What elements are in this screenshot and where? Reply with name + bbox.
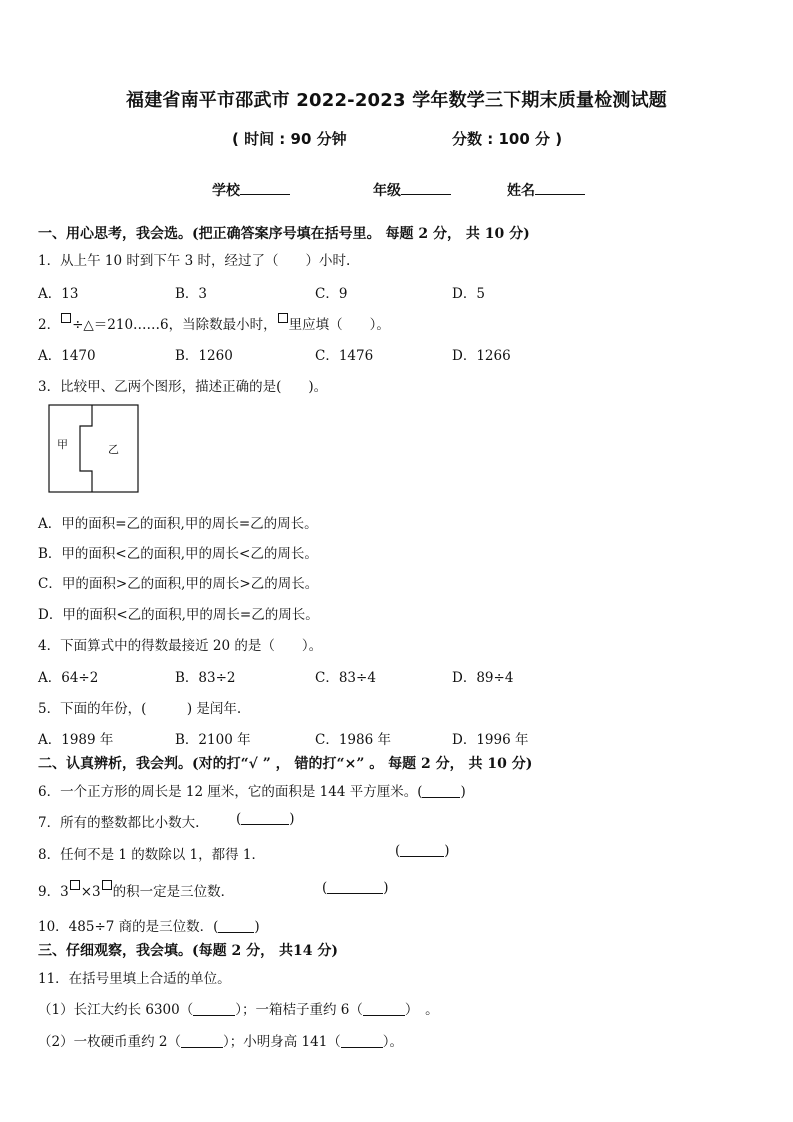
q7-answer-blank[interactable] (241, 811, 289, 825)
q5-option-d[interactable]: D．1996 年 (452, 732, 529, 748)
q5-option-a[interactable]: A．1989 年 (38, 732, 114, 748)
q3-option-a[interactable]: A．甲的面积=乙的面积,甲的周长=乙的周长。 (38, 516, 318, 532)
q11-1-text-a: （1）长江大约长 6300（ (38, 1002, 194, 1018)
q7-answer: ( ) (236, 811, 295, 827)
question-1: 1．从上午 10 时到下午 3 时，经过了（ ）小时. (38, 253, 351, 269)
question-4: 4．下面算式中的得数最接近 20 的是（ ）。 (38, 638, 323, 654)
q6-paren-close: ) (460, 784, 466, 800)
q1-option-a[interactable]: A．13 (38, 286, 79, 302)
q2-text: ÷△＝210……6，当除数最小时， (72, 317, 277, 333)
q4-option-a[interactable]: A．64÷2 (38, 670, 99, 686)
q4-option-b[interactable]: B．83÷2 (175, 670, 236, 686)
q1-option-c[interactable]: C．9 (315, 286, 348, 302)
square-box-icon (102, 880, 112, 890)
section-3-heading: 三、仔细观察，我会填。(每题 2 分， 共14 分) (38, 943, 338, 959)
q3-option-c[interactable]: C．甲的面积>乙的面积,甲的周长>乙的周长。 (38, 576, 319, 592)
grade-field (373, 180, 451, 200)
school-label: 学校 (212, 183, 240, 199)
question-7: 7．所有的整数都比小数大. (38, 815, 200, 831)
q11-2-text-c: ）。 (382, 1034, 404, 1050)
q9-text-c: 的积一定是三位数． (112, 884, 235, 900)
q5-option-b[interactable]: B．2100 年 (175, 732, 251, 748)
square-box-icon (61, 313, 71, 323)
question-2 (38, 313, 390, 333)
question-10: 10．485÷7 商的是三位数．( ) (38, 919, 260, 935)
q6-answer-blank[interactable] (422, 784, 460, 798)
question-6 (38, 780, 466, 800)
square-box-icon (70, 880, 80, 890)
grade-blank[interactable] (401, 180, 451, 195)
q9-text-b: ×3 (80, 884, 101, 900)
q2-text-end: 里应填（ ）。 (288, 317, 390, 333)
section-2-heading: 二、认真辨析，我会判。(对的打“√ ” ， 错的打“×” 。 每题 2 分， 共 10 分) (38, 756, 533, 772)
school-blank[interactable] (240, 180, 290, 195)
q8-answer-blank[interactable] (400, 843, 444, 857)
q1-option-d[interactable]: D．5 (452, 286, 485, 302)
q3-option-d[interactable]: D．甲的面积<乙的面积,甲的周长=乙的周长。 (38, 607, 319, 623)
shape-yi-label: 乙 (108, 443, 119, 456)
section-1-heading: 一、用心思考，我会选。(把正确答案序号填在括号里。 每题 2 分， 共 10 分) (38, 226, 530, 242)
question-11-1 (38, 998, 439, 1018)
q10-text: 10．485÷7 商的是三位数．( (38, 919, 219, 935)
shape-jia-label: 甲 (57, 438, 68, 451)
q9-text-a: 9．3 (38, 884, 69, 900)
q2-option-c[interactable]: C．1476 (315, 348, 374, 364)
q2-option-d[interactable]: D．1266 (452, 348, 511, 364)
grade-label: 年级 (373, 183, 401, 199)
question-11-2 (38, 1030, 403, 1050)
q10-answer-blank[interactable] (218, 919, 254, 933)
q2-option-b[interactable]: B．1260 (175, 348, 233, 364)
q11-1-text-b: ）；一箱桔子重约 6（ (235, 1002, 363, 1018)
q1-option-b[interactable]: B．3 (175, 286, 208, 302)
q2-number: 2． (38, 317, 61, 333)
q4-option-d[interactable]: D．89÷4 (452, 670, 514, 686)
q4-option-c[interactable]: C．83÷4 (315, 670, 376, 686)
name-blank[interactable] (535, 180, 585, 195)
page-title: 福建省南平市邵武市 2022-2023 学年数学三下期末质量检测试题 (126, 90, 667, 111)
q9-answer: ( ) (322, 880, 389, 896)
q9-answer-blank[interactable] (327, 880, 383, 894)
question-5: 5．下面的年份，( ) 是闰年. (38, 701, 242, 717)
q11-1-blank-2[interactable] (363, 1002, 405, 1016)
exam-score: 分数 : 100 分 ) (452, 130, 563, 148)
q5-option-c[interactable]: C．1986 年 (315, 732, 391, 748)
question-3: 3．比较甲、乙两个图形，描述正确的是( )。 (38, 379, 328, 395)
q2-option-a[interactable]: A．1470 (38, 348, 96, 364)
square-box-icon (278, 313, 288, 323)
q11-1-blank-1[interactable] (193, 1002, 235, 1016)
question-8: 8．任何不是 1 的数除以 1，都得 1． (38, 847, 266, 863)
dividing-line (80, 405, 92, 492)
q11-2-text-b: ）；小明身高 141（ (222, 1034, 341, 1050)
question-11: 11．在括号里填上合适的单位。 (38, 971, 231, 987)
name-field (507, 180, 585, 200)
shape-comparison-figure (48, 404, 142, 496)
q11-2-blank-1[interactable] (181, 1034, 223, 1048)
q6-text: 6．一个正方形的周长是 12 厘米，它的面积是 144 平方厘米。( (38, 784, 423, 800)
school-field (212, 180, 290, 200)
q11-2-blank-2[interactable] (341, 1034, 383, 1048)
name-label: 姓名 (507, 183, 535, 199)
q11-2-text-a: （2）一枚硬币重约 2（ (38, 1034, 181, 1050)
question-9 (38, 880, 234, 900)
q11-1-text-c: ） 。 (404, 1002, 439, 1018)
exam-time: ( 时间 : 90 分钟 (232, 130, 347, 148)
q8-answer: ( ) (395, 843, 450, 859)
q3-option-b[interactable]: B．甲的面积<乙的面积,甲的周长<乙的周长。 (38, 546, 318, 562)
